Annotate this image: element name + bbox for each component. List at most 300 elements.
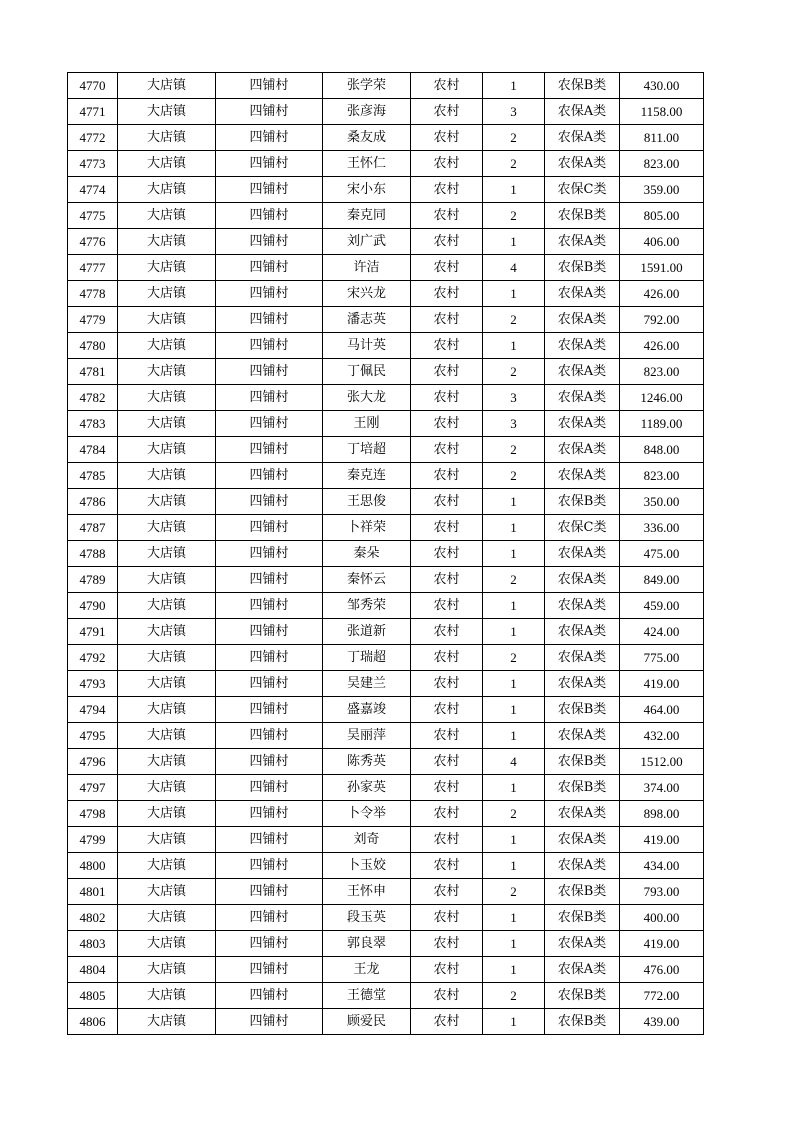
category-cell: 农村 — [411, 671, 483, 697]
insurance-type-cell: 农保A类 — [545, 333, 620, 359]
town-cell: 大店镇 — [118, 99, 216, 125]
name-cell: 顾爱民 — [323, 1009, 411, 1035]
town-cell: 大店镇 — [118, 385, 216, 411]
insurance-type-cell: 农保A类 — [545, 931, 620, 957]
town-cell: 大店镇 — [118, 853, 216, 879]
village-cell: 四铺村 — [216, 723, 323, 749]
amount-cell: 811.00 — [620, 125, 704, 151]
row-number: 4782 — [68, 385, 118, 411]
table-row — [68, 957, 704, 983]
table-row — [68, 203, 704, 229]
amount-cell: 1591.00 — [620, 255, 704, 281]
row-number: 4800 — [68, 853, 118, 879]
town-cell: 大店镇 — [118, 957, 216, 983]
name-cell: 秦朵 — [323, 541, 411, 567]
insurance-type-cell: 农保A类 — [545, 359, 620, 385]
name-cell: 秦克同 — [323, 203, 411, 229]
table-row — [68, 671, 704, 697]
insurance-type-cell: 农保A类 — [545, 125, 620, 151]
row-number: 4806 — [68, 1009, 118, 1035]
row-number: 4778 — [68, 281, 118, 307]
household-size-cell: 1 — [483, 671, 545, 697]
row-number: 4796 — [68, 749, 118, 775]
row-number: 4776 — [68, 229, 118, 255]
town-cell: 大店镇 — [118, 515, 216, 541]
table-row — [68, 489, 704, 515]
name-cell: 宋小东 — [323, 177, 411, 203]
insurance-type-cell: 农保B类 — [545, 775, 620, 801]
name-cell: 孙家英 — [323, 775, 411, 801]
insurance-type-cell: 农保A类 — [545, 463, 620, 489]
village-cell: 四铺村 — [216, 359, 323, 385]
town-cell: 大店镇 — [118, 931, 216, 957]
name-cell: 王龙 — [323, 957, 411, 983]
table-row — [68, 645, 704, 671]
row-number: 4792 — [68, 645, 118, 671]
category-cell: 农村 — [411, 463, 483, 489]
name-cell: 桑友成 — [323, 125, 411, 151]
village-cell: 四铺村 — [216, 385, 323, 411]
amount-cell: 848.00 — [620, 437, 704, 463]
category-cell: 农村 — [411, 697, 483, 723]
amount-cell: 432.00 — [620, 723, 704, 749]
village-cell: 四铺村 — [216, 463, 323, 489]
insurance-type-cell: 农保A类 — [545, 801, 620, 827]
category-cell: 农村 — [411, 567, 483, 593]
amount-cell: 419.00 — [620, 671, 704, 697]
insurance-type-cell: 农保A类 — [545, 307, 620, 333]
row-number: 4783 — [68, 411, 118, 437]
insurance-type-cell: 农保C类 — [545, 515, 620, 541]
household-size-cell: 2 — [483, 463, 545, 489]
town-cell: 大店镇 — [118, 697, 216, 723]
name-cell: 宋兴龙 — [323, 281, 411, 307]
town-cell: 大店镇 — [118, 151, 216, 177]
category-cell: 农村 — [411, 1009, 483, 1035]
table-row — [68, 125, 704, 151]
household-size-cell: 2 — [483, 983, 545, 1009]
name-cell: 王思俊 — [323, 489, 411, 515]
category-cell: 农村 — [411, 437, 483, 463]
amount-cell: 439.00 — [620, 1009, 704, 1035]
amount-cell: 823.00 — [620, 151, 704, 177]
row-number: 4786 — [68, 489, 118, 515]
household-size-cell: 1 — [483, 73, 545, 99]
amount-cell: 350.00 — [620, 489, 704, 515]
village-cell: 四铺村 — [216, 905, 323, 931]
town-cell: 大店镇 — [118, 879, 216, 905]
amount-cell: 359.00 — [620, 177, 704, 203]
village-cell: 四铺村 — [216, 619, 323, 645]
name-cell: 邹秀荣 — [323, 593, 411, 619]
row-number: 4781 — [68, 359, 118, 385]
insurance-type-cell: 农保B类 — [545, 203, 620, 229]
town-cell: 大店镇 — [118, 125, 216, 151]
category-cell: 农村 — [411, 931, 483, 957]
insurance-type-cell: 农保C类 — [545, 177, 620, 203]
table-row — [68, 411, 704, 437]
name-cell: 张大龙 — [323, 385, 411, 411]
category-cell: 农村 — [411, 619, 483, 645]
village-cell: 四铺村 — [216, 879, 323, 905]
name-cell: 张学荣 — [323, 73, 411, 99]
category-cell: 农村 — [411, 801, 483, 827]
table-row — [68, 333, 704, 359]
row-number: 4784 — [68, 437, 118, 463]
amount-cell: 406.00 — [620, 229, 704, 255]
records-table — [67, 72, 704, 1035]
row-number: 4775 — [68, 203, 118, 229]
category-cell: 农村 — [411, 983, 483, 1009]
table-row — [68, 775, 704, 801]
row-number: 4771 — [68, 99, 118, 125]
village-cell: 四铺村 — [216, 177, 323, 203]
name-cell: 卜令举 — [323, 801, 411, 827]
table-row — [68, 983, 704, 1009]
category-cell: 农村 — [411, 255, 483, 281]
category-cell: 农村 — [411, 125, 483, 151]
household-size-cell: 4 — [483, 255, 545, 281]
amount-cell: 1246.00 — [620, 385, 704, 411]
name-cell: 王刚 — [323, 411, 411, 437]
village-cell: 四铺村 — [216, 775, 323, 801]
insurance-type-cell: 农保B类 — [545, 255, 620, 281]
amount-cell: 1158.00 — [620, 99, 704, 125]
insurance-type-cell: 农保A类 — [545, 957, 620, 983]
town-cell: 大店镇 — [118, 281, 216, 307]
amount-cell: 793.00 — [620, 879, 704, 905]
amount-cell: 419.00 — [620, 931, 704, 957]
household-size-cell: 1 — [483, 697, 545, 723]
category-cell: 农村 — [411, 775, 483, 801]
insurance-type-cell: 农保A类 — [545, 853, 620, 879]
name-cell: 丁培超 — [323, 437, 411, 463]
name-cell: 王德堂 — [323, 983, 411, 1009]
village-cell: 四铺村 — [216, 931, 323, 957]
household-size-cell: 1 — [483, 541, 545, 567]
insurance-type-cell: 农保A类 — [545, 671, 620, 697]
amount-cell: 476.00 — [620, 957, 704, 983]
category-cell: 农村 — [411, 73, 483, 99]
table-row — [68, 905, 704, 931]
name-cell: 段玉英 — [323, 905, 411, 931]
category-cell: 农村 — [411, 203, 483, 229]
town-cell: 大店镇 — [118, 73, 216, 99]
insurance-type-cell: 农保A类 — [545, 619, 620, 645]
town-cell: 大店镇 — [118, 463, 216, 489]
category-cell: 农村 — [411, 749, 483, 775]
town-cell: 大店镇 — [118, 359, 216, 385]
category-cell: 农村 — [411, 99, 483, 125]
town-cell: 大店镇 — [118, 749, 216, 775]
household-size-cell: 2 — [483, 125, 545, 151]
insurance-type-cell: 农保B类 — [545, 983, 620, 1009]
village-cell: 四铺村 — [216, 255, 323, 281]
row-number: 4802 — [68, 905, 118, 931]
household-size-cell: 1 — [483, 515, 545, 541]
village-cell: 四铺村 — [216, 73, 323, 99]
village-cell: 四铺村 — [216, 281, 323, 307]
row-number: 4793 — [68, 671, 118, 697]
insurance-type-cell: 农保B类 — [545, 1009, 620, 1035]
household-size-cell: 2 — [483, 203, 545, 229]
category-cell: 农村 — [411, 333, 483, 359]
amount-cell: 424.00 — [620, 619, 704, 645]
insurance-type-cell: 农保A类 — [545, 645, 620, 671]
insurance-type-cell: 农保A类 — [545, 593, 620, 619]
amount-cell: 434.00 — [620, 853, 704, 879]
table-row — [68, 359, 704, 385]
amount-cell: 792.00 — [620, 307, 704, 333]
table-row — [68, 307, 704, 333]
row-number: 4795 — [68, 723, 118, 749]
row-number: 4773 — [68, 151, 118, 177]
name-cell: 丁佩民 — [323, 359, 411, 385]
row-number: 4805 — [68, 983, 118, 1009]
household-size-cell: 1 — [483, 931, 545, 957]
category-cell: 农村 — [411, 957, 483, 983]
village-cell: 四铺村 — [216, 671, 323, 697]
town-cell: 大店镇 — [118, 593, 216, 619]
village-cell: 四铺村 — [216, 541, 323, 567]
insurance-type-cell: 农保A类 — [545, 385, 620, 411]
data-sheet — [67, 72, 704, 1035]
name-cell: 潘志英 — [323, 307, 411, 333]
name-cell: 丁瑞超 — [323, 645, 411, 671]
row-number: 4779 — [68, 307, 118, 333]
household-size-cell: 2 — [483, 645, 545, 671]
insurance-type-cell: 农保A类 — [545, 229, 620, 255]
row-number: 4797 — [68, 775, 118, 801]
row-number: 4799 — [68, 827, 118, 853]
household-size-cell: 1 — [483, 905, 545, 931]
row-number: 4798 — [68, 801, 118, 827]
table-row — [68, 1009, 704, 1035]
amount-cell: 823.00 — [620, 359, 704, 385]
village-cell: 四铺村 — [216, 957, 323, 983]
category-cell: 农村 — [411, 515, 483, 541]
table-row — [68, 255, 704, 281]
town-cell: 大店镇 — [118, 307, 216, 333]
table-row — [68, 541, 704, 567]
table-row — [68, 99, 704, 125]
row-number: 4780 — [68, 333, 118, 359]
insurance-type-cell: 农保A类 — [545, 281, 620, 307]
category-cell: 农村 — [411, 307, 483, 333]
table-row — [68, 151, 704, 177]
table-row — [68, 385, 704, 411]
household-size-cell: 1 — [483, 853, 545, 879]
insurance-type-cell: 农保A类 — [545, 411, 620, 437]
amount-cell: 898.00 — [620, 801, 704, 827]
village-cell: 四铺村 — [216, 645, 323, 671]
table-row — [68, 437, 704, 463]
row-number: 4789 — [68, 567, 118, 593]
row-number: 4785 — [68, 463, 118, 489]
household-size-cell: 4 — [483, 749, 545, 775]
village-cell: 四铺村 — [216, 125, 323, 151]
category-cell: 农村 — [411, 879, 483, 905]
village-cell: 四铺村 — [216, 411, 323, 437]
amount-cell: 426.00 — [620, 333, 704, 359]
town-cell: 大店镇 — [118, 567, 216, 593]
town-cell: 大店镇 — [118, 203, 216, 229]
insurance-type-cell: 农保A类 — [545, 541, 620, 567]
village-cell: 四铺村 — [216, 203, 323, 229]
name-cell: 卜玉姣 — [323, 853, 411, 879]
table-row — [68, 697, 704, 723]
row-number: 4803 — [68, 931, 118, 957]
row-number: 4791 — [68, 619, 118, 645]
household-size-cell: 2 — [483, 307, 545, 333]
village-cell: 四铺村 — [216, 983, 323, 1009]
household-size-cell: 3 — [483, 411, 545, 437]
village-cell: 四铺村 — [216, 229, 323, 255]
household-size-cell: 2 — [483, 437, 545, 463]
household-size-cell: 3 — [483, 99, 545, 125]
name-cell: 陈秀英 — [323, 749, 411, 775]
town-cell: 大店镇 — [118, 333, 216, 359]
town-cell: 大店镇 — [118, 775, 216, 801]
category-cell: 农村 — [411, 281, 483, 307]
town-cell: 大店镇 — [118, 541, 216, 567]
town-cell: 大店镇 — [118, 1009, 216, 1035]
category-cell: 农村 — [411, 905, 483, 931]
table-row — [68, 853, 704, 879]
table-row — [68, 619, 704, 645]
amount-cell: 849.00 — [620, 567, 704, 593]
row-number: 4788 — [68, 541, 118, 567]
category-cell: 农村 — [411, 411, 483, 437]
amount-cell: 772.00 — [620, 983, 704, 1009]
amount-cell: 823.00 — [620, 463, 704, 489]
name-cell: 秦克连 — [323, 463, 411, 489]
name-cell: 吴建兰 — [323, 671, 411, 697]
table-row — [68, 879, 704, 905]
amount-cell: 426.00 — [620, 281, 704, 307]
name-cell: 王怀仁 — [323, 151, 411, 177]
category-cell: 农村 — [411, 645, 483, 671]
name-cell: 卜祥荣 — [323, 515, 411, 541]
household-size-cell: 3 — [483, 385, 545, 411]
row-number: 4794 — [68, 697, 118, 723]
table-row — [68, 463, 704, 489]
insurance-type-cell: 农保A类 — [545, 827, 620, 853]
amount-cell: 805.00 — [620, 203, 704, 229]
category-cell: 农村 — [411, 853, 483, 879]
insurance-type-cell: 农保B类 — [545, 749, 620, 775]
table-row — [68, 801, 704, 827]
insurance-type-cell: 农保B类 — [545, 73, 620, 99]
insurance-type-cell: 农保B类 — [545, 905, 620, 931]
town-cell: 大店镇 — [118, 723, 216, 749]
category-cell: 农村 — [411, 359, 483, 385]
household-size-cell: 2 — [483, 567, 545, 593]
table-row — [68, 723, 704, 749]
table-row — [68, 229, 704, 255]
amount-cell: 464.00 — [620, 697, 704, 723]
village-cell: 四铺村 — [216, 99, 323, 125]
village-cell: 四铺村 — [216, 489, 323, 515]
village-cell: 四铺村 — [216, 333, 323, 359]
name-cell: 吴丽萍 — [323, 723, 411, 749]
insurance-type-cell: 农保A类 — [545, 437, 620, 463]
amount-cell: 430.00 — [620, 73, 704, 99]
town-cell: 大店镇 — [118, 671, 216, 697]
village-cell: 四铺村 — [216, 567, 323, 593]
town-cell: 大店镇 — [118, 255, 216, 281]
amount-cell: 775.00 — [620, 645, 704, 671]
town-cell: 大店镇 — [118, 619, 216, 645]
name-cell: 王怀申 — [323, 879, 411, 905]
category-cell: 农村 — [411, 489, 483, 515]
table-row — [68, 281, 704, 307]
amount-cell: 459.00 — [620, 593, 704, 619]
village-cell: 四铺村 — [216, 593, 323, 619]
table-row — [68, 827, 704, 853]
household-size-cell: 1 — [483, 489, 545, 515]
household-size-cell: 1 — [483, 957, 545, 983]
insurance-type-cell: 农保B类 — [545, 489, 620, 515]
name-cell: 许洁 — [323, 255, 411, 281]
category-cell: 农村 — [411, 229, 483, 255]
table-row — [68, 749, 704, 775]
row-number: 4774 — [68, 177, 118, 203]
village-cell: 四铺村 — [216, 1009, 323, 1035]
table-row — [68, 177, 704, 203]
row-number: 4770 — [68, 73, 118, 99]
village-cell: 四铺村 — [216, 853, 323, 879]
household-size-cell: 1 — [483, 827, 545, 853]
household-size-cell: 1 — [483, 1009, 545, 1035]
town-cell: 大店镇 — [118, 411, 216, 437]
row-number: 4790 — [68, 593, 118, 619]
household-size-cell: 1 — [483, 177, 545, 203]
row-number: 4787 — [68, 515, 118, 541]
category-cell: 农村 — [411, 177, 483, 203]
village-cell: 四铺村 — [216, 749, 323, 775]
town-cell: 大店镇 — [118, 229, 216, 255]
household-size-cell: 2 — [483, 359, 545, 385]
category-cell: 农村 — [411, 723, 483, 749]
table-row — [68, 593, 704, 619]
category-cell: 农村 — [411, 541, 483, 567]
name-cell: 刘奇 — [323, 827, 411, 853]
table-row — [68, 73, 704, 99]
household-size-cell: 1 — [483, 333, 545, 359]
insurance-type-cell: 农保B类 — [545, 697, 620, 723]
village-cell: 四铺村 — [216, 307, 323, 333]
village-cell: 四铺村 — [216, 515, 323, 541]
insurance-type-cell: 农保A类 — [545, 723, 620, 749]
town-cell: 大店镇 — [118, 827, 216, 853]
village-cell: 四铺村 — [216, 151, 323, 177]
table-body — [68, 73, 704, 1035]
town-cell: 大店镇 — [118, 645, 216, 671]
row-number: 4777 — [68, 255, 118, 281]
amount-cell: 419.00 — [620, 827, 704, 853]
household-size-cell: 1 — [483, 229, 545, 255]
row-number: 4772 — [68, 125, 118, 151]
amount-cell: 374.00 — [620, 775, 704, 801]
household-size-cell: 1 — [483, 619, 545, 645]
category-cell: 农村 — [411, 385, 483, 411]
town-cell: 大店镇 — [118, 489, 216, 515]
name-cell: 秦怀云 — [323, 567, 411, 593]
category-cell: 农村 — [411, 827, 483, 853]
household-size-cell: 1 — [483, 281, 545, 307]
category-cell: 农村 — [411, 151, 483, 177]
